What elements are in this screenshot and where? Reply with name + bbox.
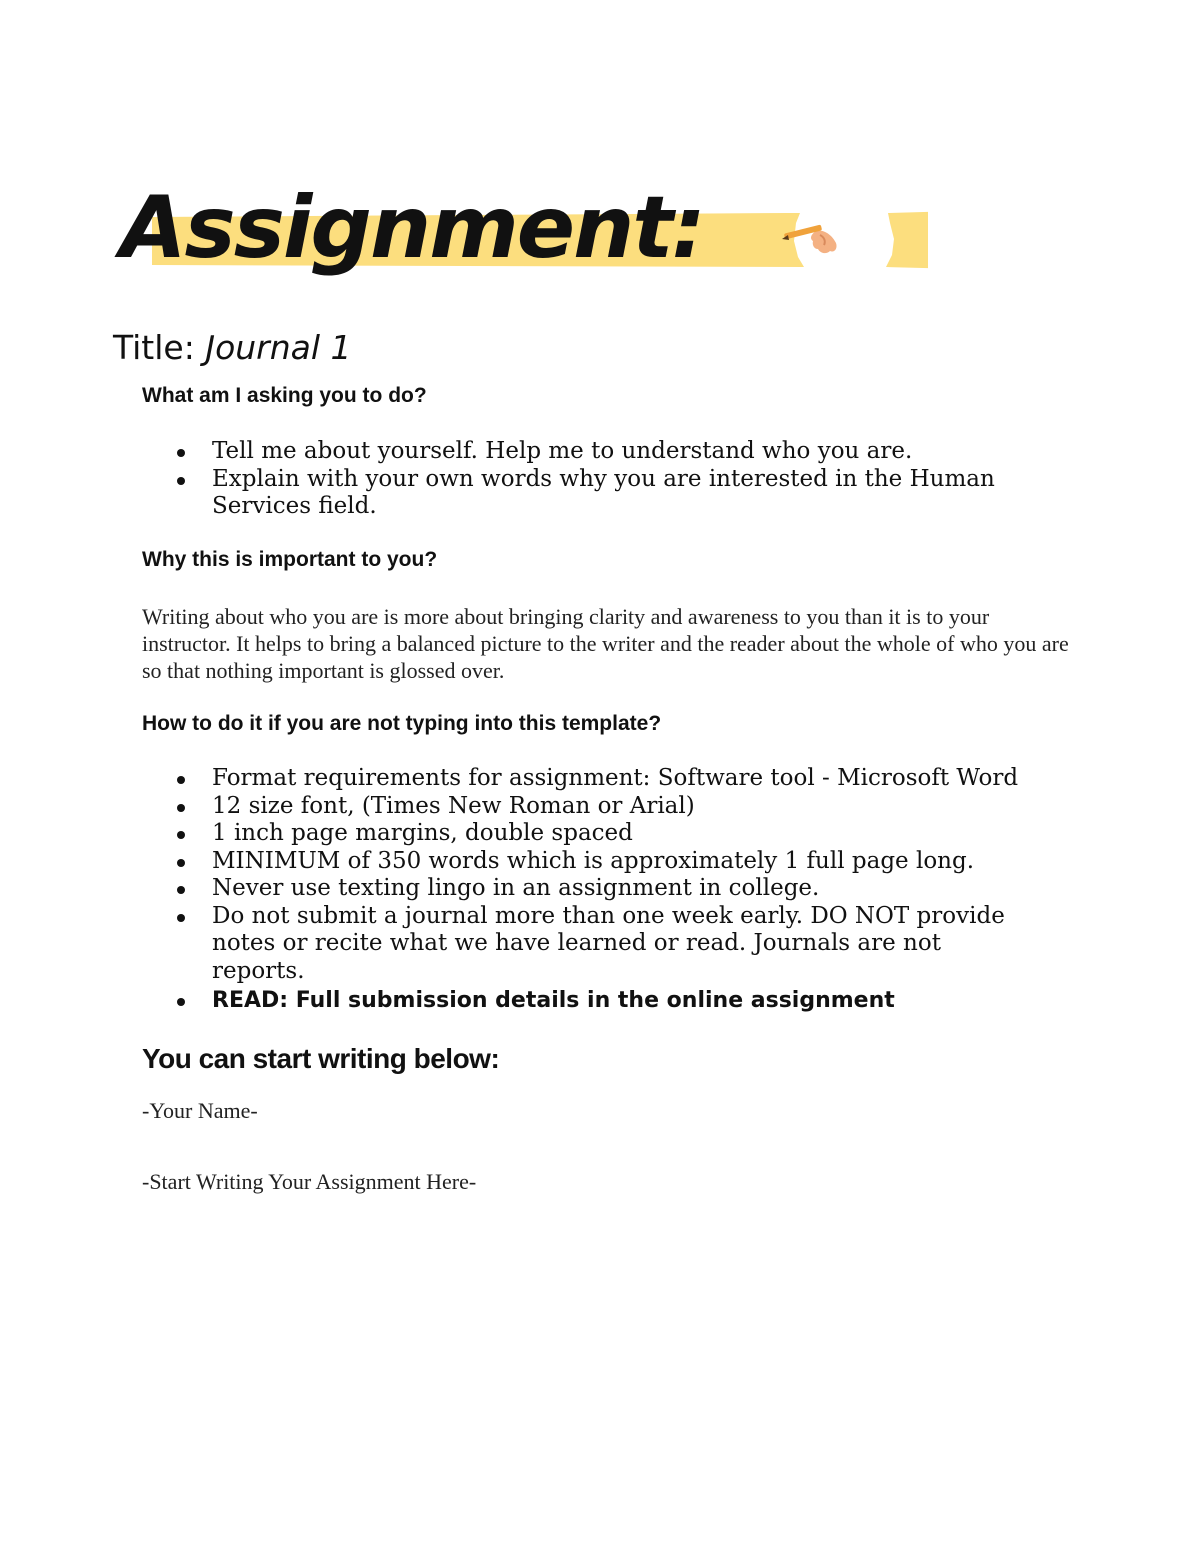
pencil-hand-icon: [780, 213, 842, 263]
list-item: MINIMUM of 350 words which is approximately 1 full page long.: [142, 848, 1032, 876]
list-item: Do not submit a journal more than one week early. DO NOT provide notes or recite what we have learned or read. Journals are not reports.: [142, 903, 1032, 986]
assignment-body-field[interactable]: -Start Writing Your Assignment Here-: [142, 1169, 477, 1194]
title-value: Journal 1: [205, 328, 352, 367]
start-writing-heading: You can start writing below:: [142, 1043, 500, 1074]
assignment-banner: [118, 178, 938, 300]
what-heading: What am I asking you to do?: [142, 384, 427, 407]
list-item: Tell me about yourself. Help me to understand who you are.: [142, 438, 1032, 466]
title-label: Title:: [113, 328, 195, 367]
list-item: Never use texting lingo in an assignment in college.: [142, 875, 1032, 903]
what-bullet-list: [142, 438, 1032, 521]
list-item: Format requirements for assignment: Software tool - Microsoft Word: [142, 765, 1032, 793]
list-item: 1 inch page margins, double spaced: [142, 820, 1032, 848]
why-heading: Why this is important to you?: [142, 548, 438, 571]
your-name-field[interactable]: -Your Name-: [142, 1098, 258, 1123]
list-item: Explain with your own words why you are interested in the Human Services field.: [142, 466, 1032, 521]
list-item: 12 size font, (Times New Roman or Arial): [142, 793, 1032, 821]
how-heading: How to do it if you are not typing into this template?: [142, 712, 662, 735]
requirements-bullet-list: [142, 765, 1032, 1015]
banner-title: Assignment:: [120, 178, 704, 278]
why-paragraph: Writing about who you are is more about bringing clarity and awareness to you than it is to your instructor. It helps to bring a balanced picture to the writer and the reader about the whole of who you are so that nothing important is glossed over.: [142, 604, 1069, 683]
read-details-item: READ: Full submission details in the online assignment: [142, 987, 1032, 1015]
document-title: [113, 328, 352, 367]
